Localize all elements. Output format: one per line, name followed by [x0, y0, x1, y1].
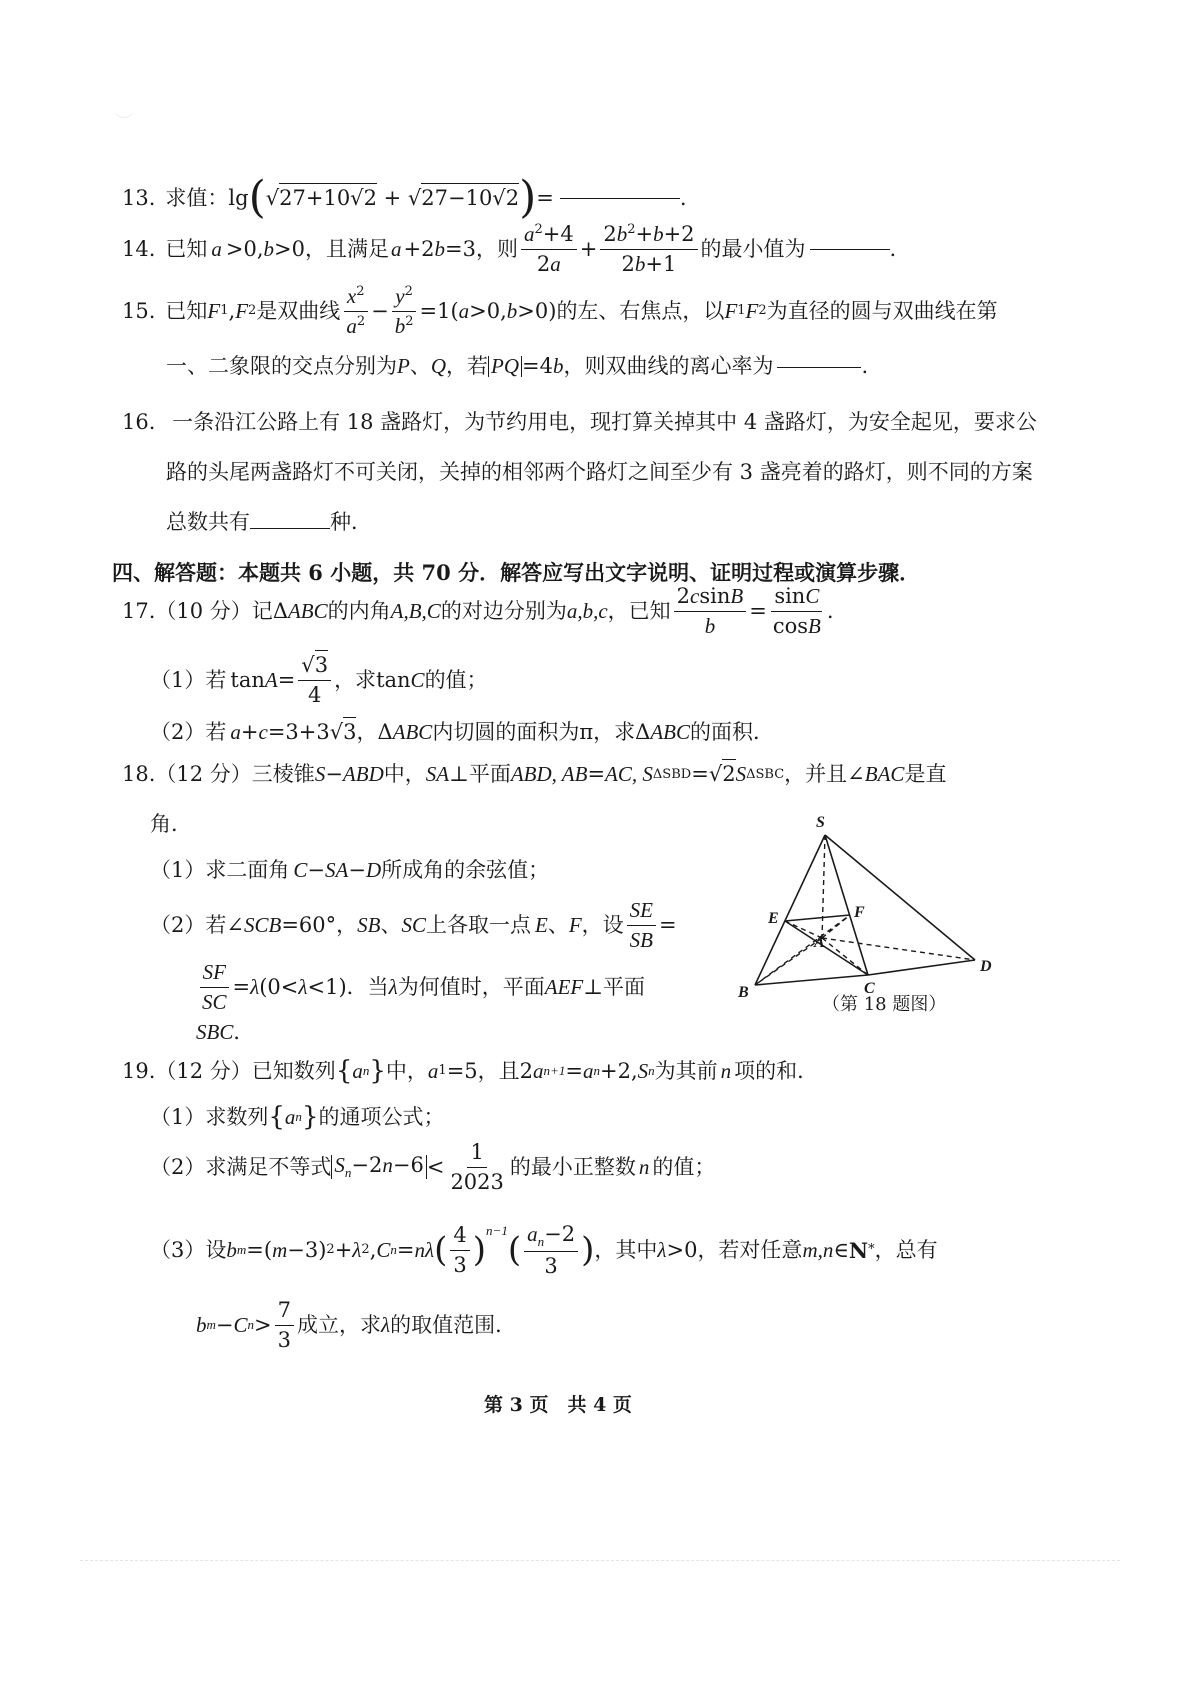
label-d: D: [980, 958, 992, 975]
question-15: 15. 已知 F 1 , F 2 是双曲线 $\frac{x^2}{a^2}$ − $\frac{y^2}{b^2}$ =1(a>0,b>0) 的左、右焦点，以 F 1 F 2 为直径的圆与双曲线在第: [122, 284, 998, 338]
question-16-number: 16.: [122, 410, 156, 434]
question-19-part-3-line-2: b m − C n > $\frac{7}{3}$ 成立，求 λ 的取值范围．: [196, 1298, 517, 1352]
question-17-number: 17.: [122, 598, 156, 623]
edge-sb: [755, 835, 825, 985]
question-18-part-2-line-3: SBC．: [196, 1020, 255, 1044]
question-13-lead: 求值：: [165, 185, 229, 210]
edge-ef: [785, 915, 850, 921]
question-16: 16. 一条沿江公路上有 18 盏路灯，为节约用电，现打算关掉其中 4 盏路灯，为安全起见，要求公: [122, 410, 1037, 434]
question-13-number: 13.: [122, 185, 156, 210]
edge-ec: [785, 921, 868, 975]
label-e: E: [768, 910, 779, 927]
label-a: A: [814, 934, 825, 951]
page-bottom-rule: [80, 1560, 1120, 1561]
figure-caption: （第 18 题图）: [822, 994, 947, 1015]
question-16-line-3: 总数共有 种．: [166, 510, 372, 534]
label-f: F: [854, 904, 865, 921]
question-17-part-1: （1）若 tan A = $\frac{√3}{4}$ ，求 tan C 的值；: [150, 652, 488, 708]
question-14: 14. 已知 a >0, b >0 ，且满足 a +2 b =3 ，则 $\frac{a^2+4}{2a}$ + $\frac{2b^2+b+2}{2b+1}$ 的最小值为 .: [122, 222, 897, 276]
question-18: 18. （12 分）三棱锥 S − ABD 中， SA ⊥ 平面 ABD, AB = AC, S ΔSBD =√2 S ΔSBC ，并且 ∠ BAC 是直: [122, 764, 946, 785]
question-19-part-1: （1）求数列 { a n } 的通项公式；: [150, 1102, 445, 1132]
question-18-part-1: （1）求二面角 C − SA − D 所成角的余弦值；: [150, 858, 550, 882]
question-13: 13. 求值： lg ( √27+10√2 + √27−10√2 ) = .: [122, 172, 687, 223]
question-18-part-2-line-2: $\frac{SF}{SC}$ = λ (0< λ <1) ．当 λ 为何值时，平面 AEF ⊥ 平面: [196, 958, 645, 1016]
question-18-part-2: （2）若 ∠ SCB =60° ， SB 、 SC 上各取一点 E 、 F ，设 $\frac{SE}{SB}$ =: [150, 898, 677, 952]
edge-bc: [755, 975, 868, 985]
question-19: 19. （12 分）已知数列 { a n } 中， a 1 =5 ，且 2 a n+1 = a n +2, S n 为其前 n 项的和．: [122, 1056, 819, 1086]
question-17-part-2: （2）若 a + c =3+3√3 ， Δ ABC 内切圆的面积为π，求 Δ ABC 的面积．: [150, 722, 774, 743]
question-19-part-2: （2）求满足不等式 $S_n-2n-6$ < $\frac{1}{2023}$ 的最小正整数 n 的值；: [150, 1140, 716, 1194]
question-14-number: 14.: [122, 236, 156, 261]
question-18-number: 18.: [122, 762, 156, 786]
label-s: S: [816, 814, 825, 831]
label-c: C: [864, 980, 875, 997]
question-16-line-2: 路的头尾两盏路灯不可关闭，关掉的相邻两个路灯之间至少有 3 盏亮着的路灯，则不同的方案: [166, 460, 1033, 484]
section-4-heading: 四、解答题：本题共 6 小题，共 70 分．解答应写出文字说明、证明过程或演算步骤．: [112, 560, 921, 585]
edge-cd: [868, 960, 975, 975]
question-18-line-2: 角．: [150, 812, 192, 836]
question-19-part-3: （3）设 b m =( m −3) 2 + λ 2 , C n = nλ ( $\frac{4}{3}$ ) $^{n-1}$ ( $\frac{a_n-2}{3}$ ) ，其中 λ >0 ，若对任意 m,n ∈ N * ，总有: [150, 1221, 938, 1279]
question-15-number: 15.: [122, 298, 156, 323]
question-15-line-2: 一、二象限的交点分别为 P 、 Q ，若 PQ =4 b ，则双曲线的离心率为 .: [166, 354, 869, 378]
question-13-expression: √27+10√2 + √27−10√2: [266, 188, 519, 209]
question-19-number: 19.: [122, 1058, 156, 1083]
question-13-fn: lg: [228, 185, 249, 210]
label-b: B: [738, 984, 749, 1001]
page-number: 第 3 页 共 4 页: [484, 1394, 632, 1416]
bleed-through-mark: ︶: [115, 112, 133, 133]
question-17: 17. （10 分）记 Δ ABC 的内角 A,B,C 的对边分别为 a,b,c ，已知 $\frac{2csinB}{b}$ = $\frac{\sin C}{\cos B}$ .: [122, 584, 834, 638]
pyramid-figure: [730, 805, 1090, 1005]
edge-sa: [822, 835, 825, 938]
edge-sd: [825, 835, 975, 960]
